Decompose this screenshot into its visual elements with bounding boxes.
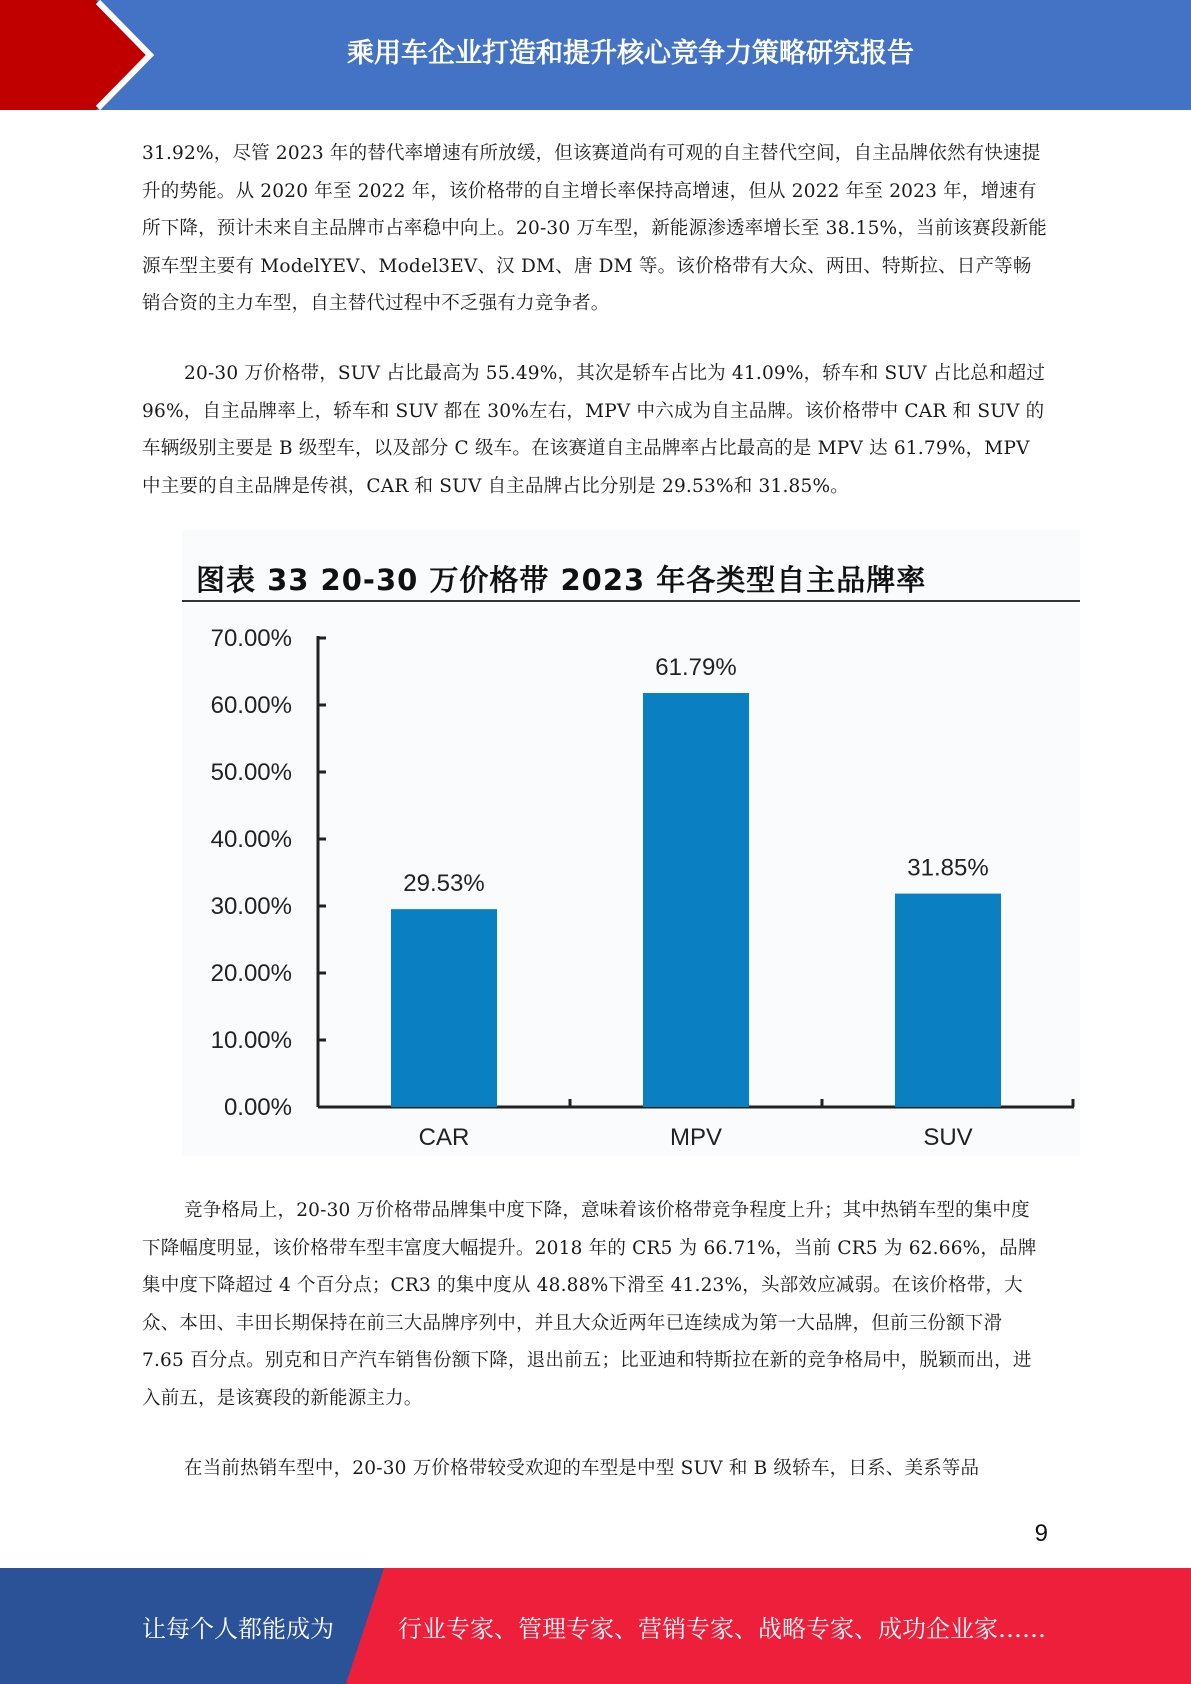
- bar-suv: [895, 894, 1001, 1107]
- footer-slogan-right: 行业专家、管理专家、营销专家、战略专家、成功企业家……: [398, 1614, 1046, 1643]
- chart-plot: [182, 530, 1080, 1156]
- bar-car: [391, 909, 497, 1107]
- y-tick-label: 40.00%: [210, 826, 292, 853]
- paragraph-2: 20-30 万价格带，SUV 占比最高为 55.49%，其次是轿车占比为 41.09%，轿车和 SUV 占比总和超过 96%，自主品牌率上，轿车和 SUV 都在 30%左右，MPV 中六成为自主品牌。该价格带中 CAR 和 SUV 的车辆级别主要是 B 级型车，以及部分 C 级车。在该赛道自主品牌率占比最高的是 MPV 达 61.79%，MPV 中主要的自主品牌是传祺，CAR 和 SUV 自主品牌占比分别是 29.53%和 31.85%。: [142, 363, 1046, 497]
- y-tick-label: 60.00%: [210, 692, 292, 719]
- header-chevron-decoration: [0, 0, 160, 110]
- chart-title: 图表 33 20-30 万价格带 2023 年各类型自主品牌率: [196, 563, 927, 597]
- y-tick-label: 10.00%: [210, 1027, 292, 1054]
- page-header: [0, 0, 1191, 110]
- data-label-suv: 31.85%: [907, 854, 989, 882]
- data-label-car: 29.53%: [403, 870, 485, 898]
- x-tick-label: SUV: [923, 1124, 973, 1151]
- y-tick-label: 20.00%: [210, 960, 292, 987]
- paragraph-3: 竞争格局上，20-30 万价格带品牌集中度下降，意味着该价格带竞争程度上升；其中热销车型的集中度下降幅度明显，该价格带车型丰富度大幅提升。2018 年的 CR5 为 66.71%，当前 CR5 为 62.66%，品牌集中度下降超过 4 个百分点；CR3 的集中度从 48.88%下滑至 41.23%，头部效应减弱。在该价格带，大众、本田、丰田长期保持在前三大品牌序列中，并且大众近两年已连续成为第一大品牌，但前三份额下滑 7.65 百分点。别克和日产汽车销售份额下降，退出前五；比亚迪和特斯拉在新的竞争格局中，脱颖而出，进入前五，是该赛段的新能源主力。: [142, 1200, 1037, 1409]
- page-footer: [0, 1568, 1191, 1684]
- report-title: 乘用车企业打造和提升核心竞争力策略研究报告: [347, 37, 914, 69]
- y-tick-label: 30.00%: [210, 893, 292, 920]
- footer-slogan-left: 让每个人都能成为: [142, 1614, 334, 1643]
- paragraph-4: 在当前热销车型中，20-30 万价格带较受欢迎的车型是中型 SUV 和 B 级轿车，日系、美系等品: [184, 1458, 980, 1479]
- y-tick-label: 0.00%: [223, 1094, 292, 1121]
- paragraph-1: 31.92%，尽管 2023 年的替代率增速有所放缓，但该赛道尚有可观的自主替代空间，自主品牌依然有快速提升的势能。从 2020 年至 2022 年，该价格带的自主增长率保持高增速，但从 2022 年至 2023 年，增速有所下降，预计未来自主品牌市占率稳中向上。20-30 万车型，新能源渗透率增长至 38.15%，当前该赛段新能源车型主要有 ModelYEV、Model3EV、汉 DM、唐 DM 等。该价格带有大众、两田、特斯拉、日产等畅销合资的主力车型，自主替代过程中不乏强有力竞争者。: [142, 143, 1047, 314]
- y-tick-label: 70.00%: [210, 625, 292, 652]
- bar-mpv: [643, 693, 749, 1107]
- x-tick-label: CAR: [418, 1124, 470, 1151]
- bar-chart: [182, 530, 1080, 1156]
- x-tick-label: MPV: [669, 1124, 723, 1151]
- y-tick-label: 50.00%: [210, 759, 292, 786]
- data-label-mpv: 61.79%: [655, 654, 737, 682]
- page-number: 9: [1034, 1520, 1048, 1547]
